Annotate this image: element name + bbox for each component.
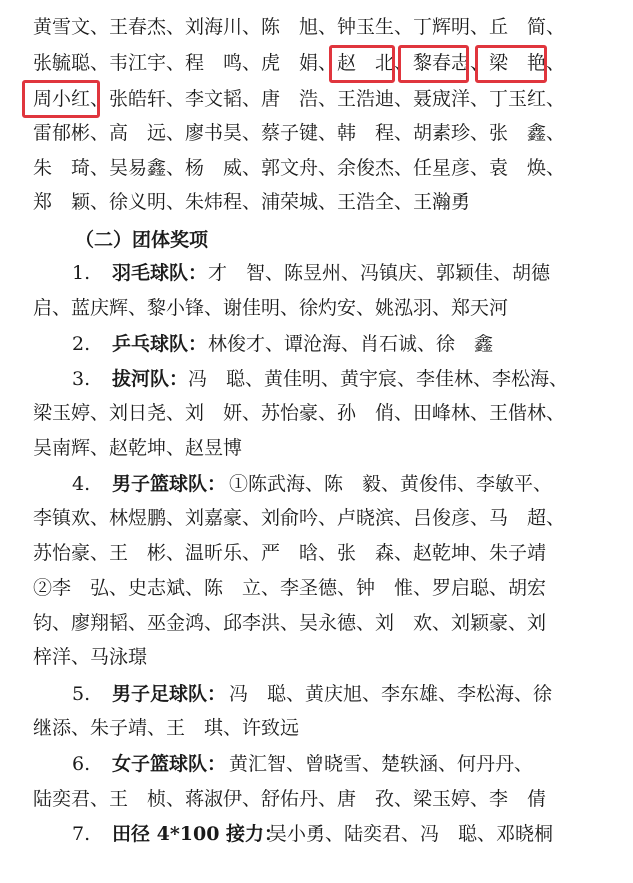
team-entry-mens-basketball: 4. 男子篮球队： ①陈武海、陈 毅、黄俊伟、李敏平、	[72, 473, 553, 495]
name-list-line: 黄雪文、王春杰、刘海川、陈 旭、钟玉生、丁辉明、丘 简、	[33, 16, 566, 38]
highlight-box-liang-yan	[475, 45, 547, 83]
highlight-box-li-chunzhi	[398, 45, 469, 83]
highlight-box-zhao-bei	[329, 45, 395, 83]
team-entry-tug-of-war: 3. 拔河队： 冯 聪、黄佳明、黄宇宸、李佳林、李松海、	[72, 368, 569, 390]
team-entry-table-tennis: 2. 乒乓球队： 林俊才、谭沧海、肖石诚、徐 鑫	[72, 333, 494, 355]
team-entry-womens-basketball: 6. 女子篮球队： 黄汇智、曾晓雪、楚轶涵、何丹丹、	[72, 753, 534, 775]
highlight-box-zhou-xiaohong	[22, 80, 100, 118]
name-list-line: 郑 颖、徐义明、朱炜程、浦荣城、王浩全、王瀚勇	[33, 191, 471, 213]
name-list-line: 周小红、张皓轩、李文韬、唐 浩、王浩迪、聂宬洋、丁玉红、	[33, 88, 566, 110]
team-entry-continuation: 钧、廖翔韬、巫金鸿、邱李洪、吴永德、刘 欢、刘颖豪、刘	[33, 612, 547, 634]
team-entry-continuation: 陆奕君、王 桢、蒋淑伊、舒佑丹、唐 孜、梁玉婷、李 倩	[33, 788, 547, 810]
team-entry-badminton: 1. 羽毛球队： 才 智、陈昱州、冯镇庆、郭颖佳、胡德	[72, 262, 551, 284]
name-list-line: 张毓聪、韦江宇、程 鸣、虎 娟、赵 北、黎春志、梁 艳、	[33, 52, 566, 74]
team-entry-relay: 7. 田径 4*100 接力： 吴小勇、陆奕君、冯 聪、邓晓桐	[72, 823, 554, 845]
team-entry-continuation: 继添、朱子靖、王 琪、许致远	[33, 717, 300, 739]
team-entry-continuation: 梓洋、马泳璟	[33, 646, 148, 668]
name-list-line: 朱 琦、吴易鑫、杨 威、郭文舟、余俊杰、任星彦、袁 焕、	[33, 157, 566, 179]
team-entry-continuation: ②李 弘、史志斌、陈 立、李圣德、钟 惟、罗启聪、胡宏	[33, 577, 547, 599]
team-entry-mens-football: 5. 男子足球队： 冯 聪、黄庆旭、李东雄、李松海、徐	[72, 683, 553, 705]
section-heading: （二）团体奖项	[75, 229, 209, 251]
team-entry-continuation: 吴南辉、赵乾坤、赵昱博	[33, 437, 243, 459]
team-entry-continuation: 李镇欢、林煜鹏、刘嘉豪、刘俞吟、卢晓滨、吕俊彦、马 超、	[33, 507, 566, 529]
team-entry-continuation: 梁玉婷、刘日尧、刘 妍、苏怡豪、孙 俏、田峰林、王偕林、	[33, 402, 566, 424]
name-list-line: 雷郁彬、高 远、廖书昊、蔡子键、韩 程、胡素珍、张 鑫、	[33, 122, 566, 144]
team-entry-continuation: 启、蓝庆辉、黎小锋、谢佳明、徐灼安、姚泓羽、郑天河	[33, 297, 509, 319]
team-entry-continuation: 苏怡豪、王 彬、温昕乐、严 晗、张 森、赵乾坤、朱子靖	[33, 542, 547, 564]
